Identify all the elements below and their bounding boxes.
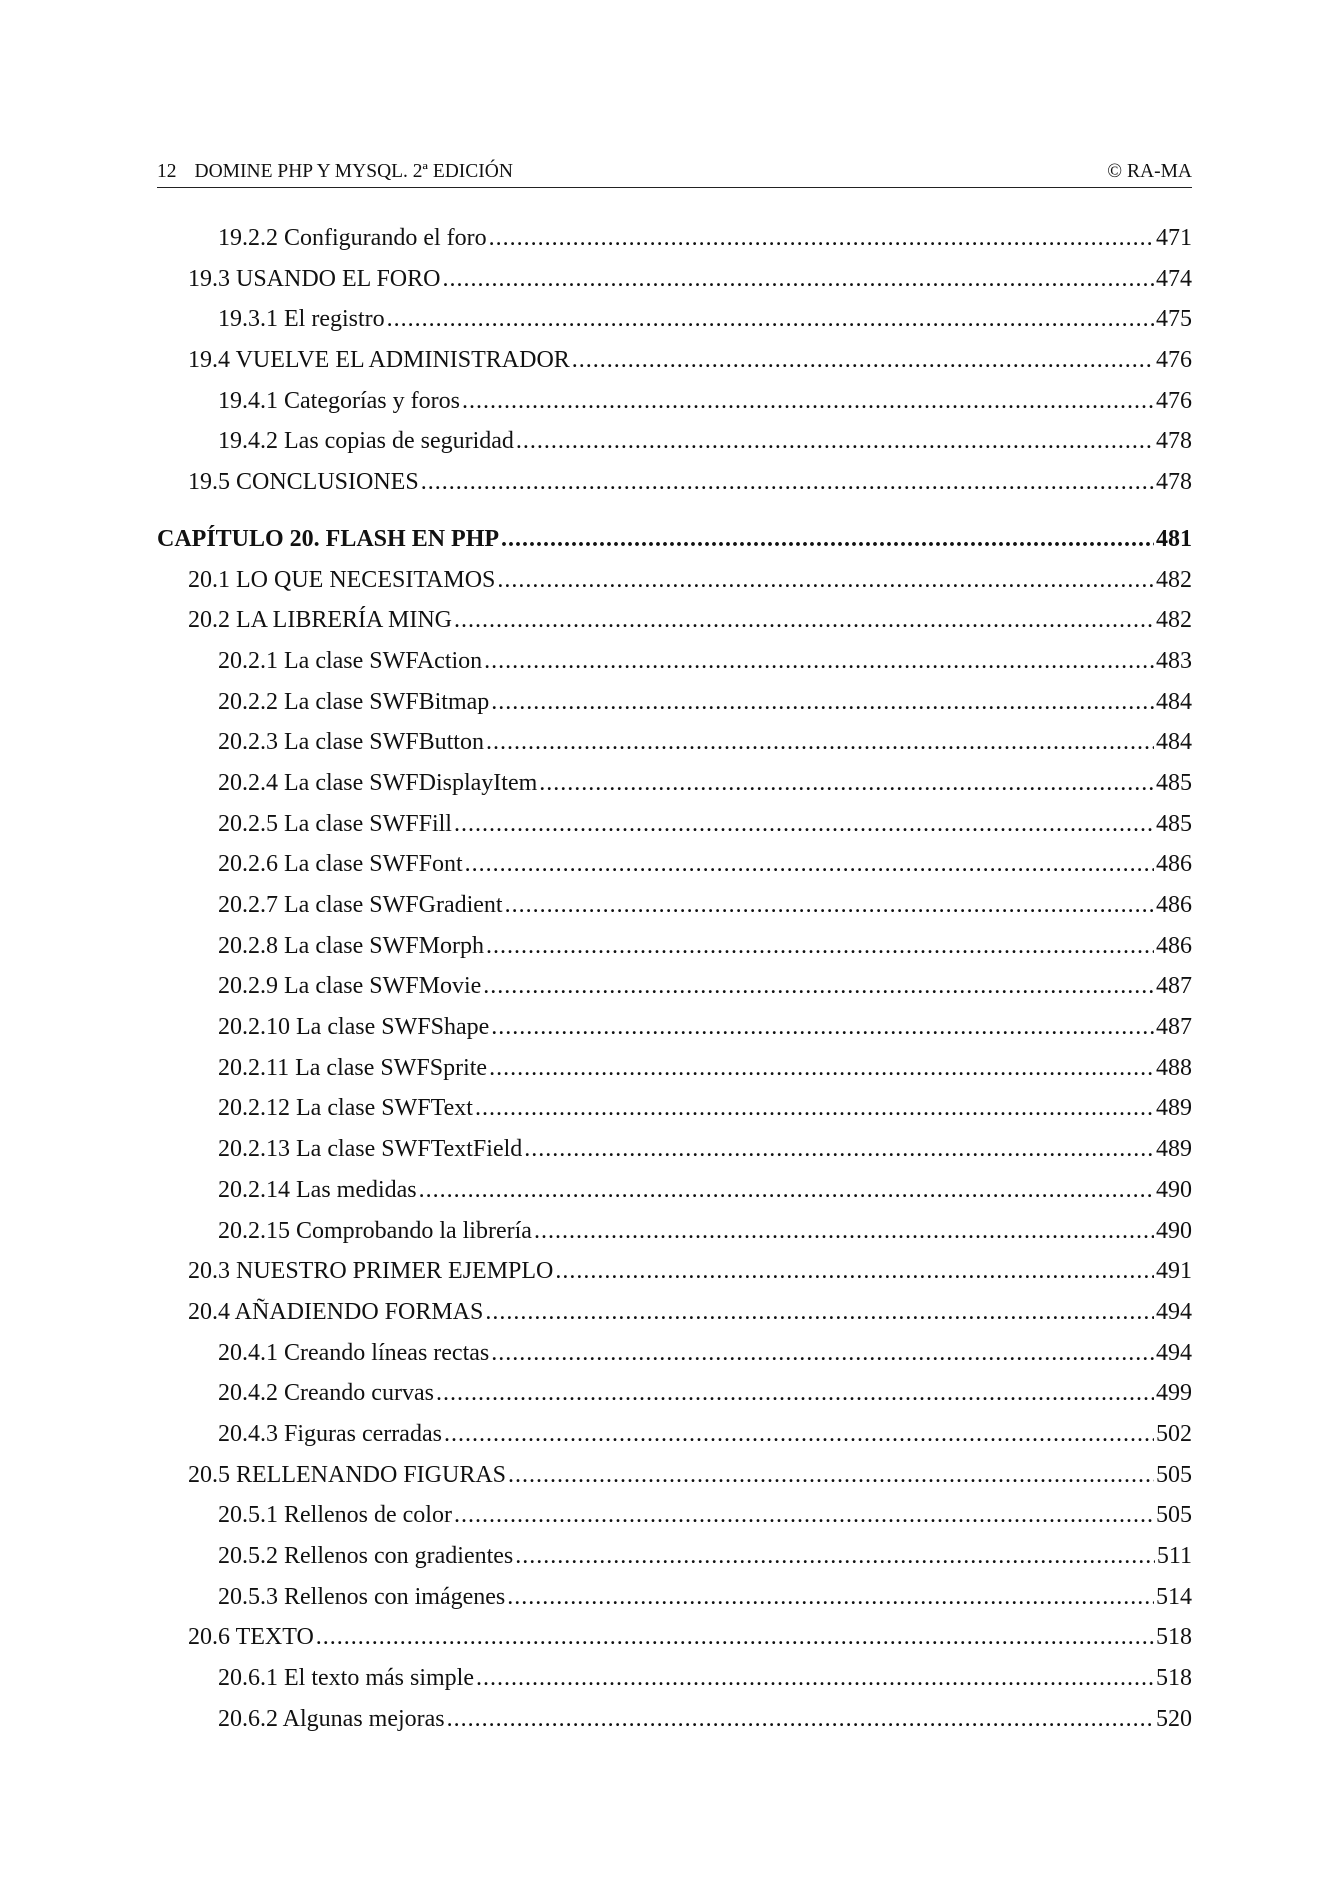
toc-dot-leader (534, 1211, 1154, 1252)
toc-dot-leader (436, 1373, 1154, 1414)
toc-entry-title: 20.2.9 La clase SWFMovie (218, 973, 482, 1000)
toc-entry-page: 499 (1156, 1380, 1192, 1407)
toc-entry-page: 484 (1156, 729, 1192, 756)
toc-entry (157, 259, 1192, 300)
toc-entry (157, 763, 1192, 804)
toc-dot-leader (491, 1333, 1154, 1374)
toc-entry-page: 490 (1156, 1176, 1192, 1203)
book-title: DOMINE PHP Y MYSQL. 2ª EDICIÓN (194, 161, 513, 182)
toc-entry (157, 682, 1192, 723)
toc-dot-leader (486, 926, 1154, 967)
toc-entry (157, 1455, 1192, 1496)
toc-entry-page: 488 (1156, 1054, 1192, 1081)
toc-entry-page: 485 (1156, 810, 1192, 837)
toc-entry-page: 485 (1156, 769, 1192, 796)
toc-entry (157, 421, 1192, 462)
toc-entry-page: 483 (1156, 647, 1192, 674)
toc-dot-leader (489, 1048, 1154, 1089)
toc-entry-title: 19.4.1 Categorías y foros (218, 387, 460, 414)
toc-entry-title: 20.1 LO QUE NECESITAMOS (188, 566, 496, 593)
toc-dot-leader (497, 560, 1154, 601)
toc-chapter-entry (157, 519, 1192, 560)
toc-entry (157, 844, 1192, 885)
toc-entry-title: 20.4.1 Creando líneas rectas (218, 1339, 490, 1366)
toc-entry-title: 20.4.3 Figuras cerradas (218, 1420, 442, 1447)
toc-entry-title: 20.5.3 Rellenos con imágenes (218, 1583, 506, 1610)
toc-entry-page: 487 (1156, 1014, 1192, 1041)
toc-dot-leader (501, 519, 1154, 560)
toc-entry-title: 20.2.2 La clase SWFBitmap (218, 688, 490, 715)
toc-entry-page: 486 (1156, 932, 1192, 959)
toc-entry-page: 475 (1156, 306, 1192, 333)
toc-entry-title: 20.6.1 El texto más simple (218, 1665, 474, 1692)
toc-entry-title: 20.2.8 La clase SWFMorph (218, 932, 484, 959)
toc-entry-title: 20.2.11 La clase SWFSprite (218, 1054, 488, 1081)
toc-entry-page: 484 (1156, 688, 1192, 715)
toc-dot-leader (447, 1699, 1154, 1740)
toc-entry-title: 20.2 LA LIBRERÍA MING (188, 607, 452, 634)
toc-dot-leader (454, 600, 1154, 641)
toc-entry (157, 1048, 1192, 1089)
toc-entry (157, 462, 1192, 503)
toc-entry-page: 478 (1156, 428, 1192, 455)
toc-entry (157, 1007, 1192, 1048)
toc-entry (157, 299, 1192, 340)
toc-entry-title: 20.2.5 La clase SWFFill (218, 810, 452, 837)
toc-entry-page: 518 (1156, 1624, 1192, 1651)
toc-dot-leader (491, 682, 1154, 723)
toc-entry-page: 482 (1156, 566, 1192, 593)
toc-entry-title: 20.2.12 La clase SWFText (218, 1095, 473, 1122)
toc-entry (157, 1536, 1192, 1577)
toc-dot-leader (491, 1007, 1154, 1048)
toc-entry-title: 19.3 USANDO EL FORO (188, 265, 441, 292)
toc-entry-page: 502 (1156, 1420, 1192, 1447)
toc-entry-title: 20.5.2 Rellenos con gradientes (218, 1543, 514, 1569)
toc-entry-page: 471 (1156, 225, 1192, 251)
toc-dot-leader (508, 1455, 1154, 1496)
toc-dot-leader (489, 218, 1154, 259)
toc-entry (157, 926, 1192, 967)
toc-entry (157, 641, 1192, 682)
toc-entry-title: 20.2.13 La clase SWFTextField (218, 1136, 523, 1163)
toc-entry (157, 1658, 1192, 1699)
toc-dot-leader (454, 804, 1154, 845)
toc-entry-page: 487 (1156, 973, 1192, 1000)
toc-entry (157, 722, 1192, 763)
toc-dot-leader (484, 641, 1154, 682)
toc-dot-leader (444, 1414, 1154, 1455)
toc-entry (157, 1495, 1192, 1536)
page-header (157, 157, 1192, 188)
toc-entry-page: 494 (1156, 1298, 1192, 1325)
toc-entry-page: 486 (1156, 892, 1192, 918)
toc-dot-leader (507, 1577, 1154, 1618)
toc-dot-leader (476, 1658, 1154, 1699)
toc-entry-page: 478 (1156, 469, 1192, 496)
toc-entry-title: 20.2.15 Comprobando la librería (218, 1217, 532, 1244)
toc-entry-title: 20.4 AÑADIENDO FORMAS (188, 1298, 484, 1325)
toc-entry (157, 1129, 1192, 1170)
toc-entry-title: 20.6.2 Algunas mejoras (218, 1705, 445, 1732)
toc-dot-leader (515, 1536, 1155, 1577)
toc-entry-page: 489 (1156, 1136, 1192, 1163)
toc-entry (157, 1170, 1192, 1211)
toc-dot-leader (524, 1129, 1154, 1170)
toc-dot-leader (316, 1617, 1154, 1658)
toc-entry (157, 1699, 1192, 1740)
toc-entry-title: 19.2.2 Configurando el foro (218, 225, 487, 251)
toc-entry-page: 482 (1156, 607, 1192, 634)
toc-entry-title: 20.3 NUESTRO PRIMER EJEMPLO (188, 1258, 554, 1285)
toc-dot-leader (462, 381, 1154, 422)
toc-entry-title: 20.5.1 Rellenos de color (218, 1502, 452, 1529)
toc-entry-page: 490 (1156, 1217, 1192, 1244)
toc-entry-title: 19.4.2 Las copias de seguridad (218, 428, 514, 455)
toc-entry-title: 20.5 RELLENANDO FIGURAS (188, 1461, 506, 1488)
toc-entry (157, 804, 1192, 845)
toc-entry-title: 20.2.4 La clase SWFDisplayItem (218, 769, 538, 796)
toc-entry (157, 885, 1192, 926)
toc-dot-leader (475, 1088, 1154, 1129)
toc-entry-page: 511 (1156, 1543, 1192, 1569)
toc-entry-page: 494 (1156, 1339, 1192, 1366)
toc-dot-leader (572, 340, 1154, 381)
toc-entry-page: 514 (1156, 1583, 1192, 1610)
toc-dot-leader (442, 259, 1154, 300)
table-of-contents (157, 218, 1192, 1739)
page-number: 12 (157, 161, 177, 182)
toc-entry-title: CAPÍTULO 20. FLASH EN PHP (157, 525, 500, 552)
toc-dot-leader (483, 966, 1154, 1007)
toc-entry (157, 1251, 1192, 1292)
toc-dot-leader (454, 1495, 1154, 1536)
toc-dot-leader (387, 299, 1154, 340)
toc-entry-page: 474 (1156, 265, 1192, 292)
toc-entry (157, 340, 1192, 381)
toc-entry-title: 20.2.7 La clase SWFGradient (218, 892, 503, 918)
toc-entry-title: 20.2.1 La clase SWFAction (218, 647, 483, 674)
toc-entry-title: 19.3.1 El registro (218, 306, 385, 333)
toc-entry (157, 381, 1192, 422)
toc-entry-page: 491 (1156, 1258, 1192, 1285)
toc-entry (157, 1414, 1192, 1455)
toc-entry-page: 486 (1156, 851, 1192, 878)
toc-entry (157, 1577, 1192, 1618)
toc-entry-title: 20.2.3 La clase SWFButton (218, 729, 484, 756)
toc-dot-leader (486, 722, 1154, 763)
header-left (157, 161, 513, 183)
toc-entry (157, 1088, 1192, 1129)
toc-entry-title: 19.4 VUELVE EL ADMINISTRADOR (188, 347, 570, 374)
toc-entry (157, 1292, 1192, 1333)
toc-entry-title: 20.4.2 Creando curvas (218, 1380, 434, 1407)
toc-dot-leader (419, 1170, 1154, 1211)
publisher: © RA-MA (1107, 161, 1192, 182)
toc-dot-leader (516, 421, 1154, 462)
toc-entry-title: 19.5 CONCLUSIONES (188, 469, 419, 496)
toc-dot-leader (421, 462, 1154, 503)
toc-dot-leader (539, 763, 1154, 804)
toc-entry (157, 1211, 1192, 1252)
toc-dot-leader (505, 885, 1154, 926)
toc-entry-title: 20.6 TEXTO (188, 1624, 314, 1651)
toc-entry-title: 20.2.14 Las medidas (218, 1176, 417, 1203)
toc-entry-page: 505 (1156, 1502, 1192, 1529)
toc-entry (157, 1617, 1192, 1658)
toc-entry (157, 218, 1192, 259)
toc-entry (157, 1373, 1192, 1414)
toc-entry-page: 476 (1156, 347, 1192, 374)
toc-entry-title: 20.2.10 La clase SWFShape (218, 1014, 490, 1041)
toc-entry (157, 966, 1192, 1007)
toc-dot-leader (555, 1251, 1154, 1292)
toc-entry-title: 20.2.6 La clase SWFFont (218, 851, 463, 878)
toc-entry (157, 1333, 1192, 1374)
toc-entry-page: 505 (1156, 1461, 1192, 1488)
toc-dot-leader (485, 1292, 1154, 1333)
toc-entry-page: 489 (1156, 1095, 1192, 1122)
toc-dot-leader (465, 844, 1154, 885)
toc-entry-page: 518 (1156, 1665, 1192, 1692)
toc-entry (157, 560, 1192, 601)
toc-entry-page: 476 (1156, 387, 1192, 414)
toc-entry (157, 600, 1192, 641)
toc-entry-page: 481 (1156, 525, 1192, 552)
toc-entry-page: 520 (1156, 1705, 1192, 1732)
